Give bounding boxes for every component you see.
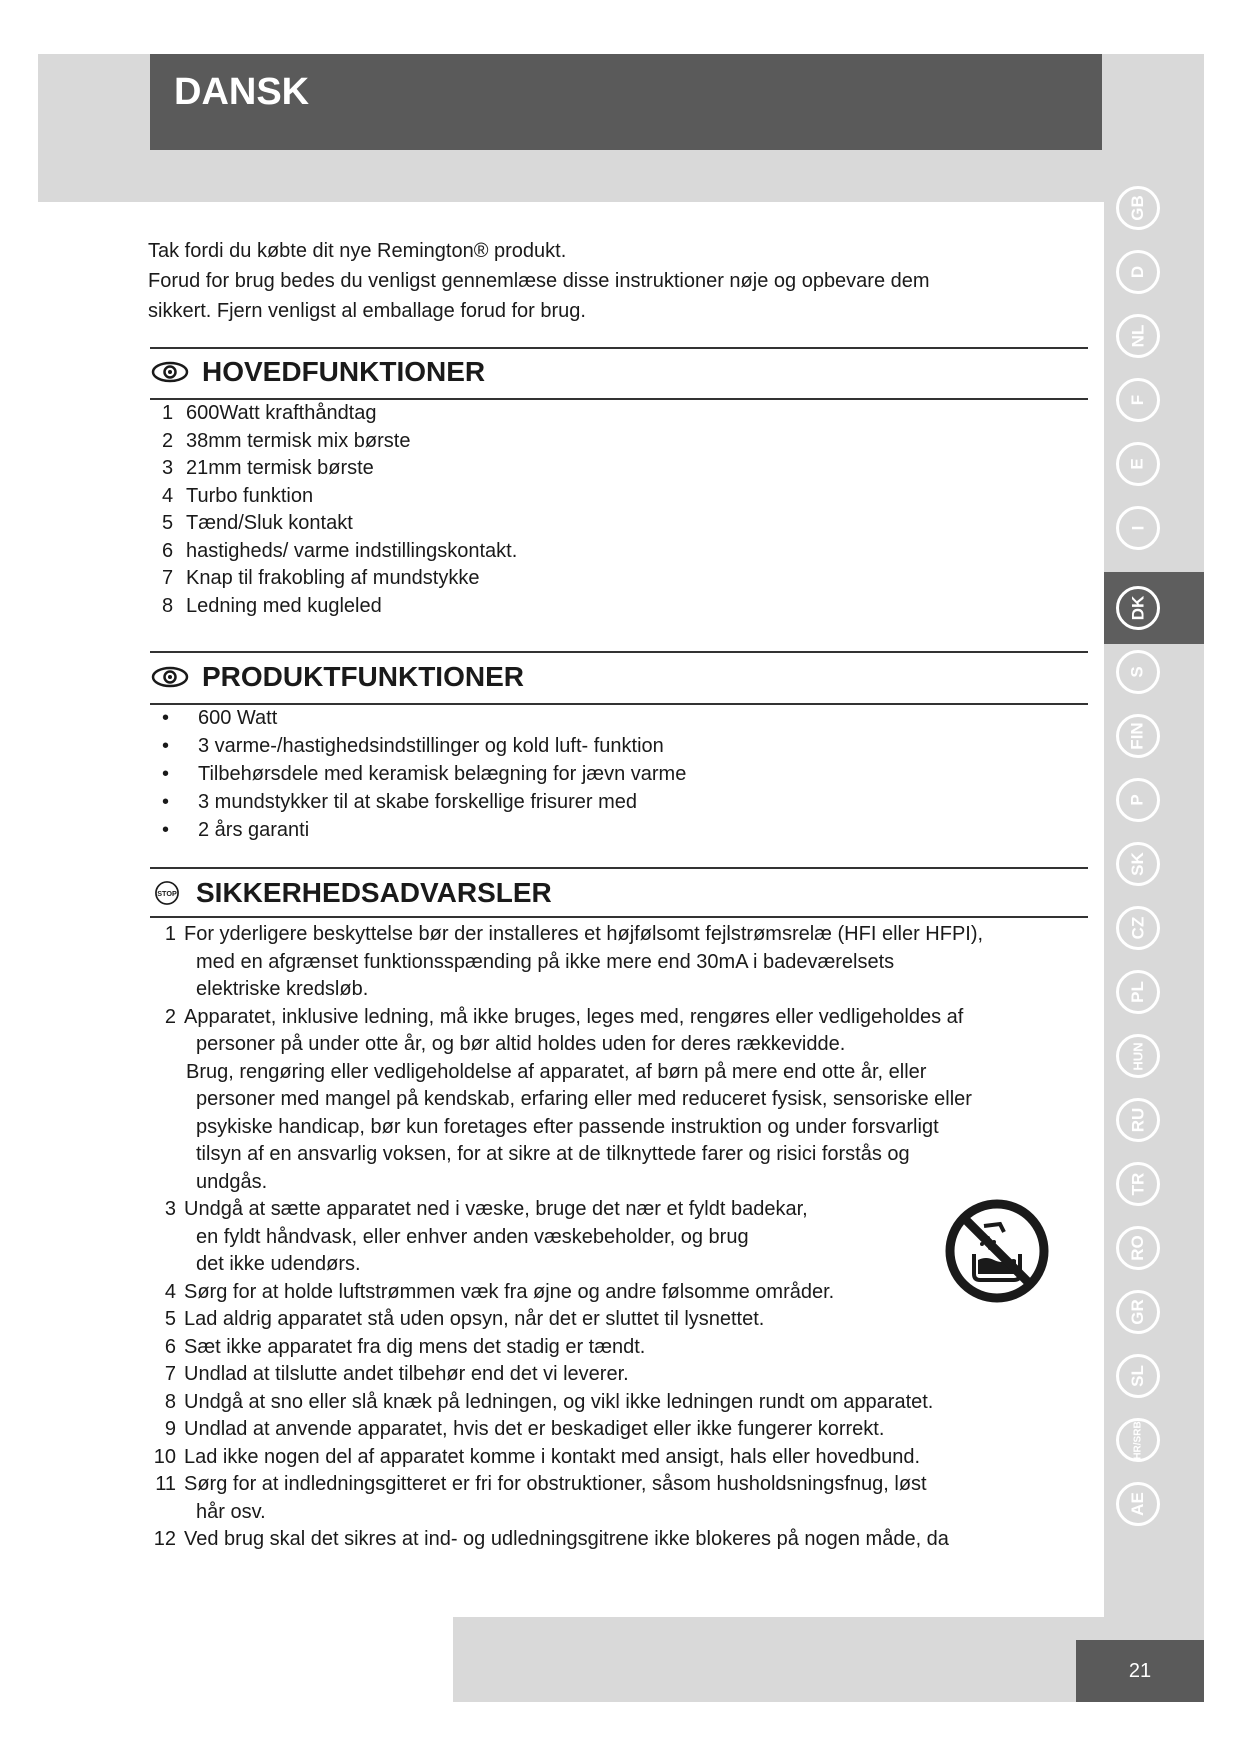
warning-item: 9 Undlad at anvende apparatet, hvis det er beskadiget eller ikke fungerer korrekt.	[164, 1418, 885, 1440]
section-divider	[150, 867, 1088, 869]
main-features-list	[162, 400, 1092, 620]
warning-item: 3 Undgå at sætte apparatet ned i væske, bruge det nær et fyldt badekar,	[164, 1198, 808, 1220]
lang-tab-nl[interactable]: NL	[1116, 314, 1160, 358]
eye-icon	[150, 357, 190, 387]
lang-tab-p[interactable]: P	[1116, 778, 1160, 822]
lang-tab-tr[interactable]: TR	[1116, 1162, 1160, 1206]
section-divider	[150, 916, 1088, 918]
list-item: 3 21mm termisk børste	[162, 457, 374, 479]
intro-text	[148, 236, 1088, 326]
warning-item: 2 Apparatet, inklusive ledning, må ikke bruges, leges med, rengøres eller vedligeholdes af	[164, 1005, 964, 1028]
no-bathtub-icon	[944, 1198, 1050, 1304]
lang-tab-cz[interactable]: CZ	[1116, 906, 1160, 950]
main-features-title: HOVEDFUNKTIONER	[202, 356, 486, 387]
warning-item: 1 For yderligere beskyttelse bør der installeres et højfølsomt fejlstrømsrelæ (HFI eller HFPI),	[164, 923, 984, 945]
safety-title: SIKKERHEDSADVARSLER	[196, 877, 552, 908]
bullet-item: • 600 Watt	[160, 704, 686, 732]
list-item: 1 600Watt krafthåndtag	[162, 402, 377, 424]
section-divider	[150, 347, 1088, 349]
bullet-item: • 2 års garanti	[160, 816, 686, 844]
lang-tab-f[interactable]: F	[1116, 378, 1160, 422]
warning-line: med en afgrænset funktionsspænding på ikke mere end 30mA i badeværelsets	[196, 950, 895, 973]
lang-tab-d[interactable]: D	[1116, 250, 1160, 294]
warning-line: elektriske kredsløb.	[196, 978, 369, 1000]
bullet-item: • Tilbehørsdele med keramisk belægning for jævn varme	[160, 760, 686, 788]
intro-line: Tak fordi du købte dit nye Remington® produkt.	[148, 240, 567, 262]
lang-tab-e[interactable]: E	[1116, 442, 1160, 486]
eye-icon	[150, 662, 190, 692]
product-features-heading	[150, 661, 524, 693]
lang-tab-dk[interactable]: DK	[1116, 586, 1160, 630]
lang-tab-sk[interactable]: SK	[1116, 842, 1160, 886]
warning-line: undgås.	[196, 1170, 268, 1193]
warning-item: 6 Sæt ikke apparatet fra dig mens det stadig er tændt.	[164, 1335, 646, 1358]
stop-icon	[150, 876, 184, 910]
section-divider	[150, 651, 1088, 653]
bullet-item: • 3 mundstykker til at skabe forskellige frisurer med	[160, 788, 686, 816]
page-title: DANSK	[150, 54, 1102, 150]
warning-item: 7 Undlad at tilslutte andet tilbehør end det vi leverer.	[164, 1363, 629, 1385]
lang-tab-gr[interactable]: GR	[1116, 1290, 1160, 1334]
warning-item: 8 Undgå at sno eller slå knæk på ledningen, og vikl ikke ledningen rundt om apparatet.	[164, 1390, 934, 1413]
lang-tab-hun[interactable]: HUN	[1116, 1034, 1160, 1078]
lang-tab-sl[interactable]: SL	[1116, 1354, 1160, 1398]
warning-item: 12 Ved brug skal det sikres at ind- og udledningsgitrene ikke blokeres på nogen måde, da	[153, 1528, 949, 1550]
lang-tab-hr-srb[interactable]: HR/SRB	[1116, 1418, 1160, 1462]
list-item: 7 Knap til frakobling af mundstykke	[162, 567, 480, 589]
product-features-title: PRODUKTFUNKTIONER	[202, 661, 524, 692]
lang-tab-gb[interactable]: GB	[1116, 186, 1160, 230]
list-item: 4 Turbo funktion	[162, 484, 314, 507]
product-features-list	[160, 704, 686, 844]
lang-tab-ru[interactable]: RU	[1116, 1098, 1160, 1142]
lang-tab-s[interactable]: S	[1116, 650, 1160, 694]
warning-line: det ikke udendørs.	[196, 1253, 361, 1275]
list-item: 5 Tænd/Sluk kontakt	[162, 512, 353, 534]
warning-line: en fyldt håndvask, eller enhver anden væskebeholder, og brug	[196, 1225, 749, 1248]
page-number: 21	[1076, 1640, 1204, 1702]
bullet-item: • 3 varme-/hastighedsindstillinger og kold luft- funktion	[160, 732, 686, 760]
list-item: 8 Ledning med kugleled	[162, 594, 382, 617]
warning-line: tilsyn af en ansvarlig voksen, for at sikre at de tilknyttede farer og risici forstås og	[196, 1143, 910, 1165]
warning-line: Brug, rengøring eller vedligeholdelse af apparatet, af børn på mere end otte år, eller	[186, 1060, 927, 1083]
list-item: 6 hastigheds/ varme indstillingskontakt.	[162, 539, 518, 562]
warning-line: personer med mangel på kendskab, erfaring eller med reduceret fysisk, sensoriske eller	[196, 1088, 972, 1110]
lang-tab-fin[interactable]: FIN	[1116, 714, 1160, 758]
warning-line: psykiske handicap, bør kun foretages efter passende instruktion og under forsvarligt	[196, 1115, 939, 1138]
warning-item: 10 Lad ikke nogen del af apparatet komme i kontakt med ansigt, hals eller hovedbund.	[153, 1445, 921, 1468]
warning-line: personer på under otte år, og bør altid holdes uden for deres rækkevidde.	[196, 1033, 846, 1055]
intro-line: sikkert. Fjern venligst al emballage forud for brug.	[148, 300, 586, 322]
lang-tab-pl[interactable]: PL	[1116, 970, 1160, 1014]
intro-line: Forud for brug bedes du venligst gennemlæse disse instruktioner nøje og opbevare dem	[148, 270, 930, 292]
warning-item: 4 Sørg for at holde luftstrømmen væk fra øjne og andre følsomme områder.	[164, 1280, 835, 1303]
safety-heading	[150, 876, 552, 910]
stop-label: STOP	[157, 888, 177, 898]
list-item: 2 38mm termisk mix børste	[162, 429, 411, 452]
warning-item: 11 Sørg for at indledningsgitteret er fri for obstruktioner, såsom husholdsningsfnug, løst	[155, 1473, 927, 1495]
warning-line: hår osv.	[196, 1500, 266, 1523]
main-features-heading	[150, 356, 485, 388]
lang-tab-ro[interactable]: RO	[1116, 1226, 1160, 1270]
lang-tab-i[interactable]: I	[1116, 506, 1160, 550]
lang-tab-ae[interactable]: AE	[1116, 1482, 1160, 1526]
warning-item: 5 Lad aldrig apparatet stå uden opsyn, når det er sluttet til lysnettet.	[164, 1308, 765, 1330]
